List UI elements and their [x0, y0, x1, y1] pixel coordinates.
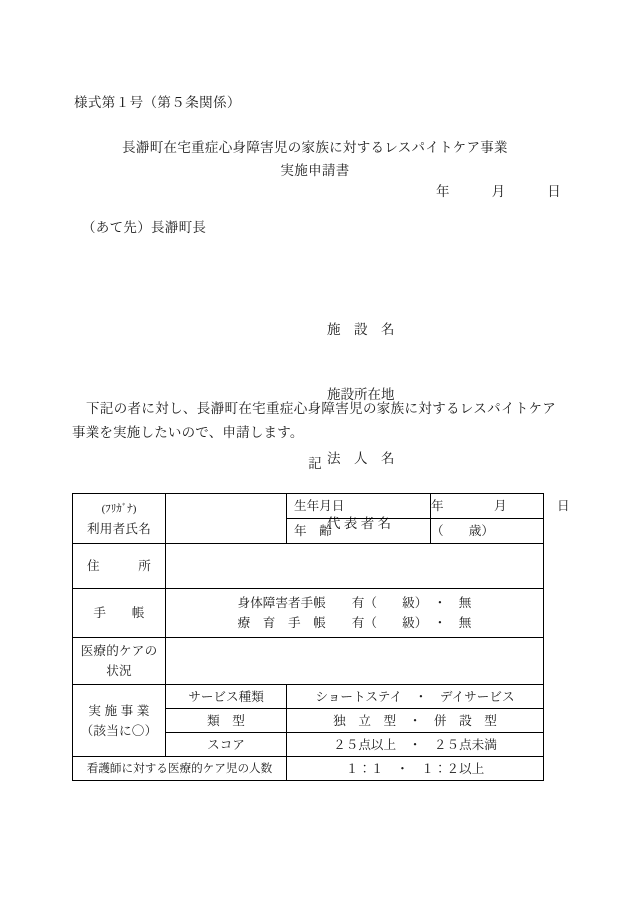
table-row-medical-care [73, 638, 544, 685]
document-title [0, 136, 630, 182]
option-nurse-ratio[interactable]: １：１ ・ １：２以上 [287, 757, 544, 781]
input-user-name[interactable] [166, 494, 287, 544]
document-title-line1: 長瀞町在宅重症心身障害児の家族に対するレスパイトケア事業 [122, 140, 508, 155]
form-number: 様式第１号（第５条関係） [74, 95, 241, 110]
applicant-field-representative-name: 代 表 者 名 [327, 515, 392, 531]
table-row-name [73, 494, 544, 519]
label-category-type: 類 型 [166, 709, 287, 733]
techo-physical-value[interactable]: 有（ 級） ・ 無 [351, 596, 472, 610]
table-row-business-service-type [73, 685, 544, 709]
label-medical-care-line2: 状況 [106, 664, 132, 678]
label-business-line1: 実 施 事 業 [88, 703, 150, 718]
label-medical-care [73, 638, 166, 685]
applicant-field-facility-name: 施 設 名 [327, 322, 395, 337]
label-service-type: サービス種類 [166, 685, 287, 709]
body-paragraph: 下記の者に対し、長瀞町在宅重症心身障害児の家族に対するレスパイトケア事業を実施したいので、申請します。 [72, 401, 556, 440]
input-medical-care[interactable] [166, 638, 544, 685]
table-row-address [73, 544, 544, 589]
label-user-name: 利用者氏名 [87, 522, 151, 536]
label-medical-care-line1: 医療的ケアの [80, 644, 158, 658]
option-category-type[interactable]: 独 立 型 ・ 併 設 型 [287, 709, 544, 733]
input-address[interactable] [166, 544, 544, 589]
table-row-nurse-ratio [73, 757, 544, 781]
cell-label-user-name [73, 494, 166, 544]
label-age: 年 齢 [287, 519, 431, 544]
date-line [0, 180, 630, 200]
document-title-line2: 実施申請書 [280, 163, 350, 178]
techo-options[interactable] [166, 589, 544, 638]
label-address: 住 所 [73, 544, 166, 589]
ki-mark: 記 [308, 456, 322, 471]
table-row-techo [73, 589, 544, 638]
option-score[interactable]: ２５点以上 ・ ２５点未満 [287, 733, 544, 757]
label-techo: 手 帳 [73, 589, 166, 638]
input-birthdate[interactable]: 年 月 日 [431, 494, 544, 519]
label-business-line2: （該当に〇） [80, 723, 158, 738]
input-age[interactable]: （ 歳） [431, 519, 544, 544]
label-nurse-ratio: 看護師に対する医療的ケア児の人数 [73, 757, 287, 781]
label-birthdate: 生年月日 [287, 494, 431, 519]
applicant-details-table [72, 493, 570, 781]
techo-ryoiku-value[interactable]: 有（ 級） ・ 無 [351, 616, 472, 630]
date-line-text: 年 月 日 [436, 184, 562, 199]
option-service-type[interactable]: ショートステイ ・ デイサービス [287, 685, 544, 709]
label-business [73, 685, 166, 757]
addressee: （あて先）長瀞町長 [82, 220, 207, 235]
techo-ryoiku-line: 療 育 手 帳 [237, 616, 326, 630]
techo-physical-line: 身体障害者手帳 [237, 596, 326, 610]
label-score: スコア [166, 733, 287, 757]
applicant-field-corporation-name: 法 人 名 [327, 451, 395, 466]
applicant-field-facility-address: 施設所在地 [327, 386, 395, 402]
label-furigana: (ﾌﾘｶﾞﾅ) [101, 503, 137, 515]
